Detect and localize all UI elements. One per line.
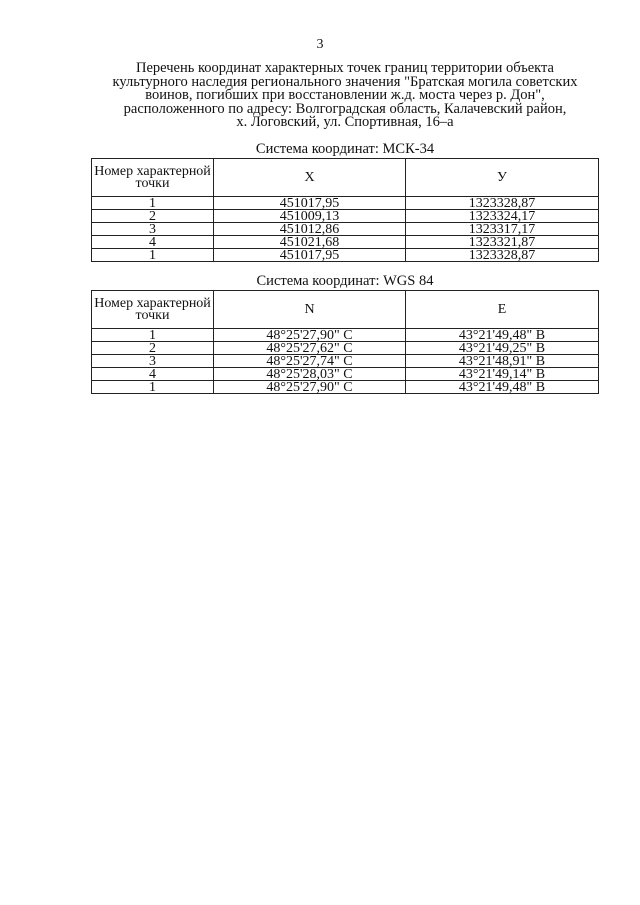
point-number: 3 bbox=[92, 223, 214, 236]
title-line: х. Логовский, ул. Спортивная, 16–а bbox=[236, 114, 454, 131]
y-value: 1323328,87 bbox=[406, 197, 599, 210]
point-number: 3 bbox=[92, 355, 214, 368]
point-number: 2 bbox=[92, 210, 214, 223]
x-value: 451017,95 bbox=[214, 249, 406, 262]
title-line: воинов, погибших при восстановлении ж.д. моста через р. Дон", bbox=[145, 87, 545, 104]
table-row bbox=[92, 368, 599, 381]
y-value: 1323328,87 bbox=[406, 249, 599, 262]
x-value: 451009,13 bbox=[214, 210, 406, 223]
x-value: 451012,86 bbox=[214, 223, 406, 236]
longitude-value: 43°21'49,14" В bbox=[406, 368, 599, 381]
latitude-value: 48°25'27,90" С bbox=[214, 381, 406, 394]
table-row bbox=[92, 355, 599, 368]
table-row bbox=[92, 381, 599, 394]
wgs-coordinates-table bbox=[91, 290, 599, 394]
point-number: 1 bbox=[92, 329, 214, 342]
title-line: Перечень координат характерных точек границ территории объекта bbox=[136, 60, 554, 76]
header-n: N bbox=[214, 291, 406, 329]
wgs-caption: Система координат: WGS 84 bbox=[256, 273, 434, 289]
header-point-number: Номер характерной точки bbox=[92, 291, 214, 329]
latitude-value: 48°25'27,74" С bbox=[214, 355, 406, 368]
table-row bbox=[92, 329, 599, 342]
table-row bbox=[92, 236, 599, 249]
point-number: 4 bbox=[92, 368, 214, 381]
table-row bbox=[92, 197, 599, 210]
document-title bbox=[90, 62, 600, 130]
longitude-value: 43°21'49,25" В bbox=[406, 342, 599, 355]
longitude-value: 43°21'49,48" В bbox=[406, 381, 599, 394]
table-row bbox=[92, 249, 599, 262]
point-number: 2 bbox=[92, 342, 214, 355]
longitude-value: 43°21'48,91" В bbox=[406, 355, 599, 368]
table-row bbox=[92, 342, 599, 355]
point-number: 4 bbox=[92, 236, 214, 249]
table-header-row bbox=[92, 159, 599, 197]
longitude-value: 43°21'49,48" В bbox=[406, 329, 599, 342]
msk-caption: Система координат: МСК-34 bbox=[255, 141, 435, 157]
y-value: 1323321,87 bbox=[406, 236, 599, 249]
title-line: культурного наследия регионального значения "Братская могила советских bbox=[112, 73, 578, 90]
table-header-row bbox=[92, 291, 599, 329]
x-value: 451017,95 bbox=[214, 197, 406, 210]
title-line: расположенного по адресу: Волгоградская область, Калачевский район, bbox=[123, 100, 567, 117]
header-point-number: Номер характерной точки bbox=[92, 159, 214, 197]
point-number: 1 bbox=[92, 249, 214, 262]
msk-coordinates-table bbox=[91, 158, 599, 262]
header-y: У bbox=[406, 159, 599, 197]
point-number: 1 bbox=[92, 197, 214, 210]
latitude-value: 48°25'27,62" С bbox=[214, 342, 406, 355]
point-number: 1 bbox=[92, 381, 214, 394]
page-number: 3 bbox=[316, 37, 324, 52]
table-row bbox=[92, 223, 599, 236]
y-value: 1323317,17 bbox=[406, 223, 599, 236]
latitude-value: 48°25'28,03" С bbox=[214, 368, 406, 381]
table-row bbox=[92, 210, 599, 223]
header-e: E bbox=[406, 291, 599, 329]
x-value: 451021,68 bbox=[214, 236, 406, 249]
y-value: 1323324,17 bbox=[406, 210, 599, 223]
latitude-value: 48°25'27,90" С bbox=[214, 329, 406, 342]
header-x: X bbox=[214, 159, 406, 197]
